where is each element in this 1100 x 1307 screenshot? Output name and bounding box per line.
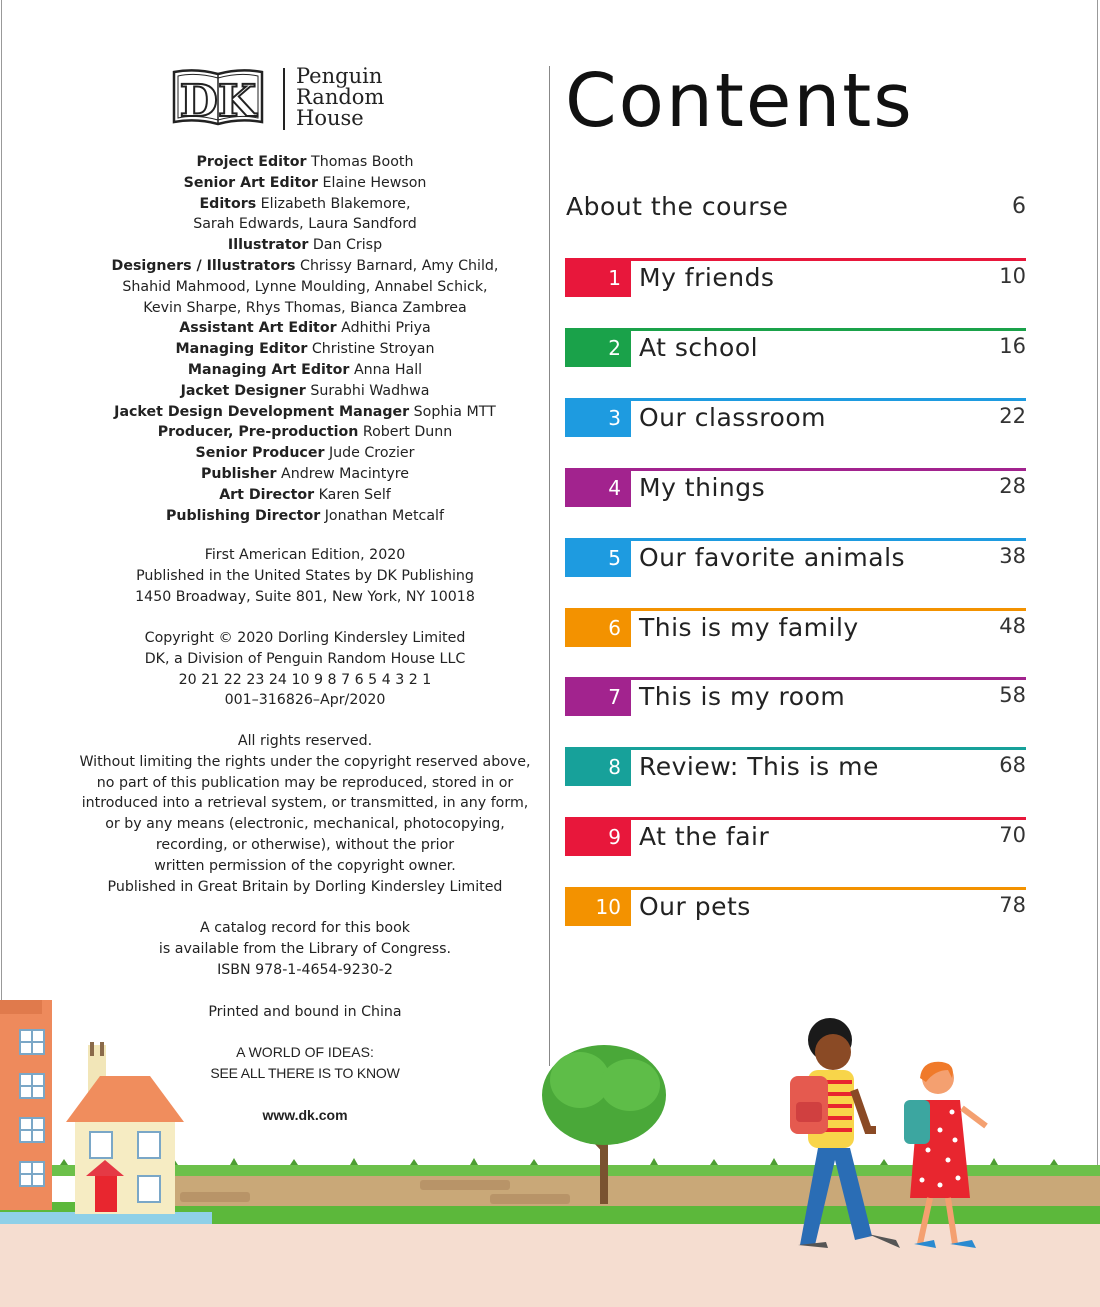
toc-chapter-10[interactable] bbox=[565, 887, 1026, 927]
credit-line bbox=[60, 152, 550, 173]
credit-role: Jacket Designer bbox=[180, 382, 306, 399]
credit-line bbox=[60, 277, 550, 298]
credit-name: Elizabeth Blakemore, bbox=[260, 195, 411, 212]
rights-line: written permission of the copyright owner. bbox=[154, 857, 456, 874]
credit-name: Kevin Sharpe, Rhys Thomas, Bianca Zambrea bbox=[143, 299, 467, 316]
credit-role: Managing Editor bbox=[175, 341, 308, 358]
toc-chapter-number: 3 bbox=[565, 399, 631, 437]
credit-role: Project Editor bbox=[196, 154, 307, 170]
toc-chapter-page: 48 bbox=[999, 613, 1026, 638]
logo-divider bbox=[283, 68, 285, 130]
credit-line bbox=[60, 318, 550, 339]
credit-name: Anna Hall bbox=[353, 361, 423, 378]
street-scene-illustration bbox=[0, 990, 1100, 1307]
credit-role: Publishing Director bbox=[166, 507, 321, 524]
wordmark-line: House bbox=[296, 106, 364, 130]
toc-chapter-number: 10 bbox=[565, 888, 631, 926]
toc-chapter-page: 68 bbox=[999, 753, 1026, 778]
rights-line: Without limiting the rights under the copyright reserved above, bbox=[79, 753, 531, 770]
credit-line bbox=[60, 485, 550, 506]
wordmark-line: Random bbox=[296, 85, 385, 109]
credit-name: Surabhi Wadhwa bbox=[310, 382, 430, 399]
dk-book-logo-icon bbox=[170, 66, 266, 130]
toc-chapter-label: At the fair bbox=[639, 822, 770, 852]
penguin-random-house-wordmark bbox=[296, 66, 384, 129]
toc-chapter-page: 70 bbox=[999, 823, 1026, 848]
credit-name: Chrissy Barnard, Amy Child, bbox=[300, 257, 499, 274]
credit-line bbox=[60, 360, 550, 381]
toc-rule bbox=[565, 887, 1026, 890]
credit-role: Illustrator bbox=[227, 237, 309, 254]
toc-chapter-label: Our classroom bbox=[639, 402, 826, 432]
credit-line bbox=[60, 443, 550, 464]
credit-role: Publisher bbox=[200, 465, 277, 482]
edition-line: Published in the United States by DK Publishing bbox=[136, 567, 474, 584]
toc-chapter-label: At school bbox=[639, 332, 759, 362]
toc-chapter-page: 38 bbox=[999, 543, 1026, 568]
rights-line: Published in Great Britain by Dorling Kindersley Limited bbox=[107, 878, 503, 895]
catalog-info bbox=[60, 918, 550, 980]
wordmark-line: Penguin bbox=[296, 64, 383, 88]
printed-info: Printed and bound in China bbox=[208, 1004, 402, 1020]
toc-about-label: About the course bbox=[566, 192, 789, 221]
credit-role: Designers / Illustrators bbox=[111, 257, 296, 274]
credit-name: Dan Crisp bbox=[312, 237, 383, 254]
toc-chapter-9[interactable] bbox=[565, 817, 1026, 857]
credit-line bbox=[60, 235, 550, 256]
toc-chapter-number: 5 bbox=[565, 539, 631, 577]
toc-chapter-8[interactable] bbox=[565, 747, 1026, 787]
credit-role: Editors bbox=[199, 195, 257, 212]
credit-role: Art Director bbox=[219, 486, 315, 503]
svg-text:DK: DK bbox=[179, 76, 257, 127]
toc-chapter-4[interactable] bbox=[565, 468, 1026, 508]
credit-name: Robert Dunn bbox=[362, 424, 453, 441]
rights-line: introduced into a retrieval system, or transmitted, in any form, bbox=[81, 795, 529, 812]
column-divider bbox=[549, 66, 550, 1066]
toc-chapter-6[interactable] bbox=[565, 608, 1026, 648]
credit-line bbox=[60, 256, 550, 277]
toc-chapter-page: 10 bbox=[999, 264, 1026, 288]
toc-chapter-label: Review: This is me bbox=[639, 752, 879, 782]
credit-role: Managing Art Editor bbox=[187, 361, 350, 378]
credit-line bbox=[60, 339, 550, 360]
toc-chapter-label: My friends bbox=[639, 263, 775, 292]
toc-chapter-label: Our pets bbox=[639, 892, 751, 922]
toc-chapter-number: 2 bbox=[565, 329, 631, 367]
credit-role: Producer, Pre-production bbox=[157, 424, 359, 441]
toc-chapter-page: 28 bbox=[999, 473, 1026, 498]
credit-line bbox=[60, 422, 550, 443]
credit-line bbox=[60, 381, 550, 402]
toc-chapter-number: 7 bbox=[565, 678, 631, 716]
toc-chapter-page: 22 bbox=[999, 403, 1026, 428]
credit-name: Shahid Mahmood, Lynne Moulding, Annabel Schick, bbox=[122, 278, 488, 295]
toc-chapter-number: 9 bbox=[565, 818, 631, 856]
toc-chapter-1[interactable] bbox=[565, 258, 1026, 298]
building-illustration bbox=[0, 1000, 52, 1210]
credit-role: Senior Producer bbox=[195, 445, 325, 462]
rights-info bbox=[60, 731, 550, 897]
rights-line: All rights reserved. bbox=[237, 733, 373, 749]
toc-chapter-2[interactable] bbox=[565, 328, 1026, 368]
edition-info bbox=[60, 545, 550, 607]
toc-chapter-number: 6 bbox=[565, 609, 631, 647]
rights-line: or by any means (electronic, mechanical, photocopying, bbox=[105, 816, 505, 833]
page-title: Contents bbox=[565, 58, 914, 144]
toc-chapter-5[interactable] bbox=[565, 538, 1026, 578]
credit-name: Christine Stroyan bbox=[311, 341, 435, 358]
catalog-line: A catalog record for this book bbox=[200, 920, 410, 936]
toc-chapter-3[interactable] bbox=[565, 398, 1026, 438]
toc-rule bbox=[565, 468, 1026, 471]
credit-name: Elaine Hewson bbox=[322, 174, 427, 191]
credit-role: Senior Art Editor bbox=[183, 174, 319, 191]
credit-role: Assistant Art Editor bbox=[179, 320, 337, 337]
website-link[interactable]: www.dk.com bbox=[262, 1107, 348, 1123]
toc-chapter-number: 1 bbox=[565, 259, 631, 297]
toc-chapter-number: 8 bbox=[565, 748, 631, 786]
dk-penguin-logo bbox=[170, 66, 400, 134]
toc-chapter-label: Our favorite animals bbox=[639, 542, 906, 572]
rights-line: no part of this publication may be reproduced, stored in or bbox=[96, 774, 514, 791]
credit-line bbox=[60, 173, 550, 194]
toc-chapter-number: 4 bbox=[565, 469, 631, 507]
credits-list bbox=[60, 152, 550, 526]
credit-name: Karen Self bbox=[318, 486, 391, 503]
credit-name: Jonathan Metcalf bbox=[324, 507, 444, 524]
credit-name: Thomas Booth bbox=[311, 154, 414, 170]
toc-rule bbox=[565, 328, 1026, 331]
credit-name: Jude Crozier bbox=[328, 445, 415, 462]
credit-name: Sophia MTT bbox=[413, 403, 496, 420]
toc-chapter-page: 58 bbox=[999, 683, 1026, 708]
toc-about[interactable] bbox=[566, 192, 1026, 232]
toc-rule bbox=[565, 817, 1026, 820]
toc-about-page: 6 bbox=[1012, 194, 1026, 219]
toc-chapter-page: 78 bbox=[999, 893, 1026, 918]
catalog-line: is available from the Library of Congress. bbox=[158, 940, 452, 957]
credit-line bbox=[60, 464, 550, 485]
copyright-line: 20 21 22 23 24 10 9 8 7 6 5 4 3 2 1 bbox=[178, 671, 432, 688]
copyright-info bbox=[60, 628, 550, 711]
catalog-line: ISBN 978-1-4654-9230-2 bbox=[217, 961, 393, 978]
credit-line bbox=[60, 214, 550, 235]
credit-name: Andrew Macintyre bbox=[281, 465, 409, 482]
motto-line2: SEE ALL THERE IS TO KNOW bbox=[210, 1065, 400, 1081]
toc-rule bbox=[565, 258, 1026, 261]
copyright-line: 001–316826–Apr/2020 bbox=[224, 692, 386, 709]
toc-chapter-label: This is my family bbox=[639, 612, 859, 642]
credit-name: Adhithi Priya bbox=[341, 320, 431, 337]
credit-line bbox=[60, 402, 550, 423]
credit-line bbox=[60, 194, 550, 215]
toc-chapter-7[interactable] bbox=[565, 677, 1026, 717]
copyright-line: DK, a Division of Penguin Random House LLC bbox=[144, 650, 466, 667]
credit-name: Sarah Edwards, Laura Sandford bbox=[193, 216, 417, 233]
edition-line: First American Edition, 2020 bbox=[204, 547, 406, 563]
toc-chapter-label: This is my room bbox=[639, 682, 846, 712]
edition-line: 1450 Broadway, Suite 801, New York, NY 10018 bbox=[135, 588, 475, 605]
credit-line bbox=[60, 506, 550, 527]
credit-line bbox=[60, 298, 550, 319]
motto-line1: A WORLD OF IDEAS: bbox=[236, 1044, 374, 1060]
toc-chapter-label: My things bbox=[639, 472, 766, 502]
copyright-line: Copyright © 2020 Dorling Kindersley Limited bbox=[144, 630, 466, 646]
credit-role: Jacket Design Development Manager bbox=[114, 403, 410, 420]
rights-line: recording, or otherwise), without the prior bbox=[155, 836, 455, 853]
toc-chapter-page: 16 bbox=[999, 333, 1026, 358]
